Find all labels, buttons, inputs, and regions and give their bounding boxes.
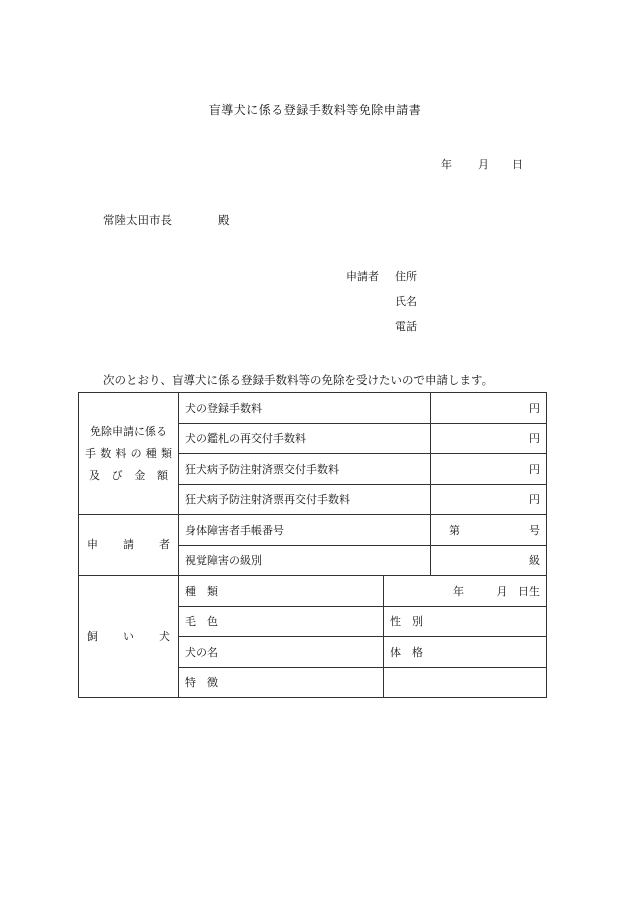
fee-row: [79, 393, 547, 424]
date-month-label: 月: [478, 158, 489, 171]
handbook-prefix: 第: [449, 523, 460, 537]
handbook-label: 身体障害者手帳番号: [179, 515, 431, 546]
breed-label: 種 類: [179, 576, 384, 607]
birth-month-label: 月: [496, 584, 508, 598]
fee-amount-cell[interactable]: 円: [431, 393, 547, 424]
fee-label: 犬の登録手数料: [179, 393, 431, 424]
applicant-address-label: 住所: [395, 270, 417, 283]
fee-header-line: 免除申請に係る: [90, 424, 167, 438]
application-table: [78, 392, 547, 698]
applicant-group-header: [79, 515, 179, 576]
addressee-name: 常陸太田市長: [103, 213, 172, 227]
date-day-label: 日: [512, 158, 523, 171]
intro-text: 次のとおり、盲導犬に係る登録手数料等の免除を受けたいので申請します。: [103, 373, 494, 387]
sex-cell[interactable]: [384, 606, 547, 637]
dog-name-label: 犬の名: [179, 637, 384, 668]
birth-day-label: 日生: [518, 584, 540, 598]
birth-year-label: 年: [453, 584, 464, 598]
handbook-suffix: 号: [529, 523, 540, 537]
handbook-number-cell[interactable]: [431, 515, 547, 546]
addressee-honorific: 殿: [218, 213, 230, 227]
fee-amount-cell[interactable]: 円: [431, 423, 547, 454]
grade-label: 視覚障害の級別: [179, 545, 431, 576]
fee-group-header: [79, 393, 179, 515]
applicant-label: 申請者: [346, 270, 379, 283]
fee-label: 狂犬病予防注射済票交付手数料: [179, 454, 431, 485]
dog-row: [79, 576, 547, 607]
fee-header-line: 手数料の種類: [85, 446, 172, 460]
birthdate-cell[interactable]: [384, 576, 547, 607]
date-year-label: 年: [441, 158, 452, 171]
applicant-row: [79, 515, 547, 546]
build-cell[interactable]: [384, 637, 547, 668]
applicant-name-label: 氏名: [395, 295, 417, 308]
color-label: 毛 色: [179, 606, 384, 637]
fee-label: 狂犬病予防注射済票再交付手数料: [179, 484, 431, 515]
page-title: 盲導犬に係る登録手数料等免除申請書: [208, 103, 422, 117]
grade-cell[interactable]: 級: [431, 545, 547, 576]
dog-header-text: 飼い犬: [87, 629, 170, 643]
fee-amount-cell[interactable]: 円: [431, 484, 547, 515]
applicant-phone-label: 電話: [395, 320, 417, 333]
fee-label: 犬の鑑札の再交付手数料: [179, 423, 431, 454]
features-label: 特 徴: [179, 667, 384, 698]
fee-amount-cell[interactable]: 円: [431, 454, 547, 485]
fee-header-line: 及び金額: [89, 468, 168, 482]
sex-label: 性 別: [390, 615, 423, 629]
build-label: 体 格: [390, 645, 423, 659]
dog-group-header: [79, 576, 179, 698]
features-value-cell[interactable]: [384, 667, 547, 698]
applicant-header-text: 申請者: [87, 538, 170, 551]
